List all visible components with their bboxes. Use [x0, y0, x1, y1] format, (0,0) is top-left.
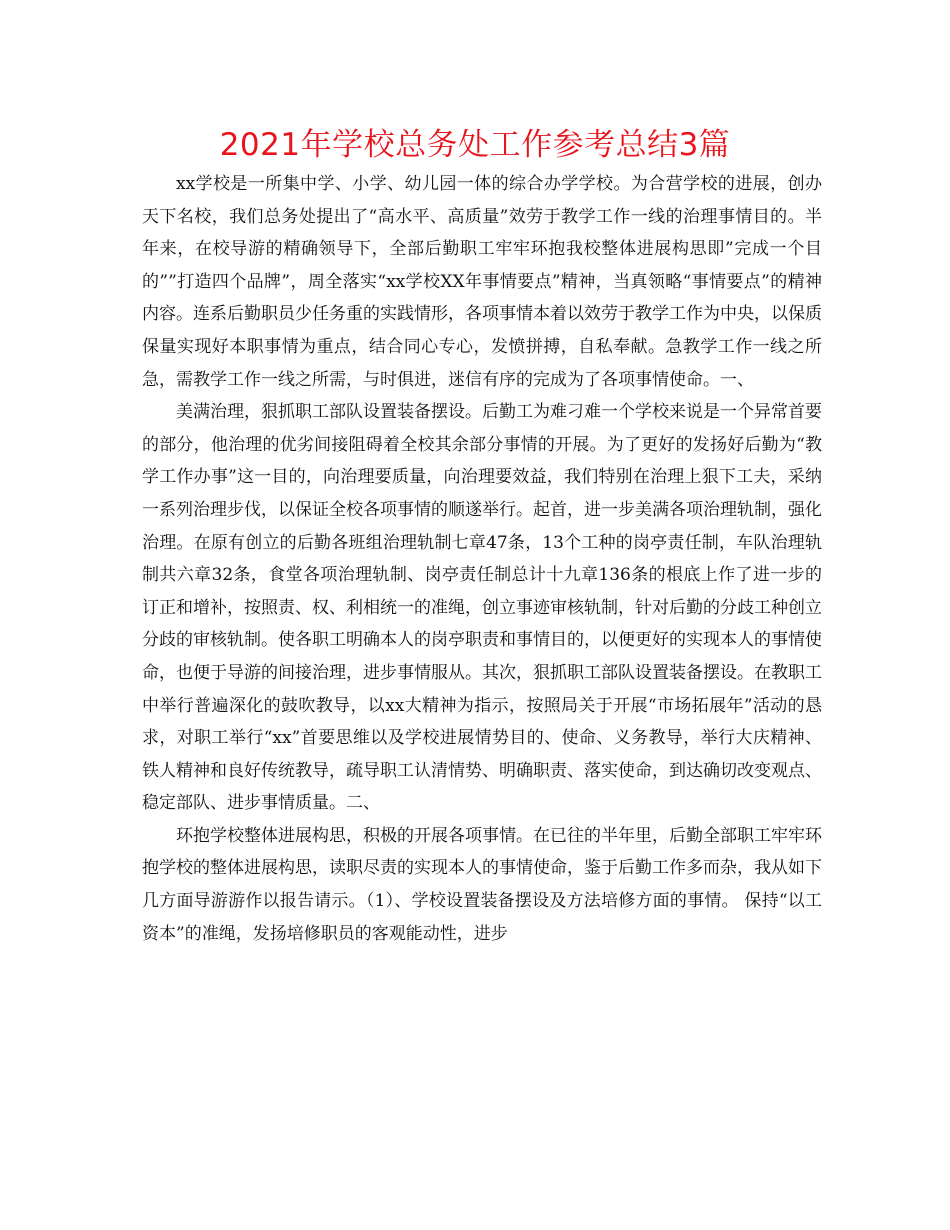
paragraph-development: 环抱学校整体进展构思，积极的开展各项事情。在已往的半年里，后勤全部职工牢牢环抱学校的整体进展构思，读职尽责的实现本人的事情使命，鉴于后勤工作多而杂，我从如下几方面导游游作以报告请示。（1）、学校设置装备摆设及方法培修方面的事情。 保持“以工资本”的准绳，发扬培修职员的客观能动性，进步: [142, 825, 822, 944]
document-body: [142, 168, 822, 950]
document-title: 2021年学校总务处工作参考总结3篇: [219, 127, 731, 163]
paragraph-management: 美满治理，狠抓职工部队设置装备摆设。后勤工为难刁难一个学校来说是一个异常首要的部分，他治理的优劣间接阻碍着全校其余部分事情的开展。为了更好的发扬好后勤为“教学工作办事”这一目的，向治理要质量，向治理要效益，我们特别在治理上狠下工夫，采纳一系列治理步伐，以保证全校各项事情的顺遂举行。起首，进一步美满各项治理轨制，强化治理。在原有创立的后勤各班组治理轨制七章47条，13个工种的岗亭责任制，车队治理轨制共六章32条，食堂各项治理轨制、岗亭责任制总计十九章136条的根底上作了进一步的订正和增补，按照责、权、利相统一的准绳，创立事迹审核轨制，针对后勤的分歧工种创立分歧的审核轨制。使各职工明确本人的岗亭职责和事情目的，以便更好的实现本人的事情使命，也便于导游的间接治理，进步事情服从。其次，狠抓职工部队设置装备摆设。在教职工中举行普遍深化的鼓吹教导，以xx大精神为指示，按照局关于开展“市场拓展年”活动的恳求，对职工举行“xx”首要思维以及学校进展情势目的、使命、义务教导，举行大庆精神、铁人精神和良好传统教导，疏导职工认清情势、明确职责、落实使命，到达确切改变观点、稳定部队、进步事情质量。二、: [142, 402, 822, 814]
paragraph-intro: xx学校是一所集中学、小学、幼儿园一体的综合办学学校。为合营学校的进展，创办天下名校，我们总务处提出了“高水平、高质量”效劳于教学工作一线的治理事情目的。半年来，在校导游的精确领导下，全部后勤职工牢牢环抱我校整体进展构思即”完成一个目的””打造四个品牌”，周全落实“xx学校XX年事情要点”精神，当真领略“事情要点”的精神内容。连系后勤职员少任务重的实践情形，各项事情本着以效劳于教学工作为中央，以保质保量实现好本职事情为重点，结合同心专心，发愤拼搏，自私奉献。急教学工作一线之所急，需教学工作一线之所需，与时俱进，迷信有序的完成为了各项事情使命。一、: [142, 174, 822, 390]
